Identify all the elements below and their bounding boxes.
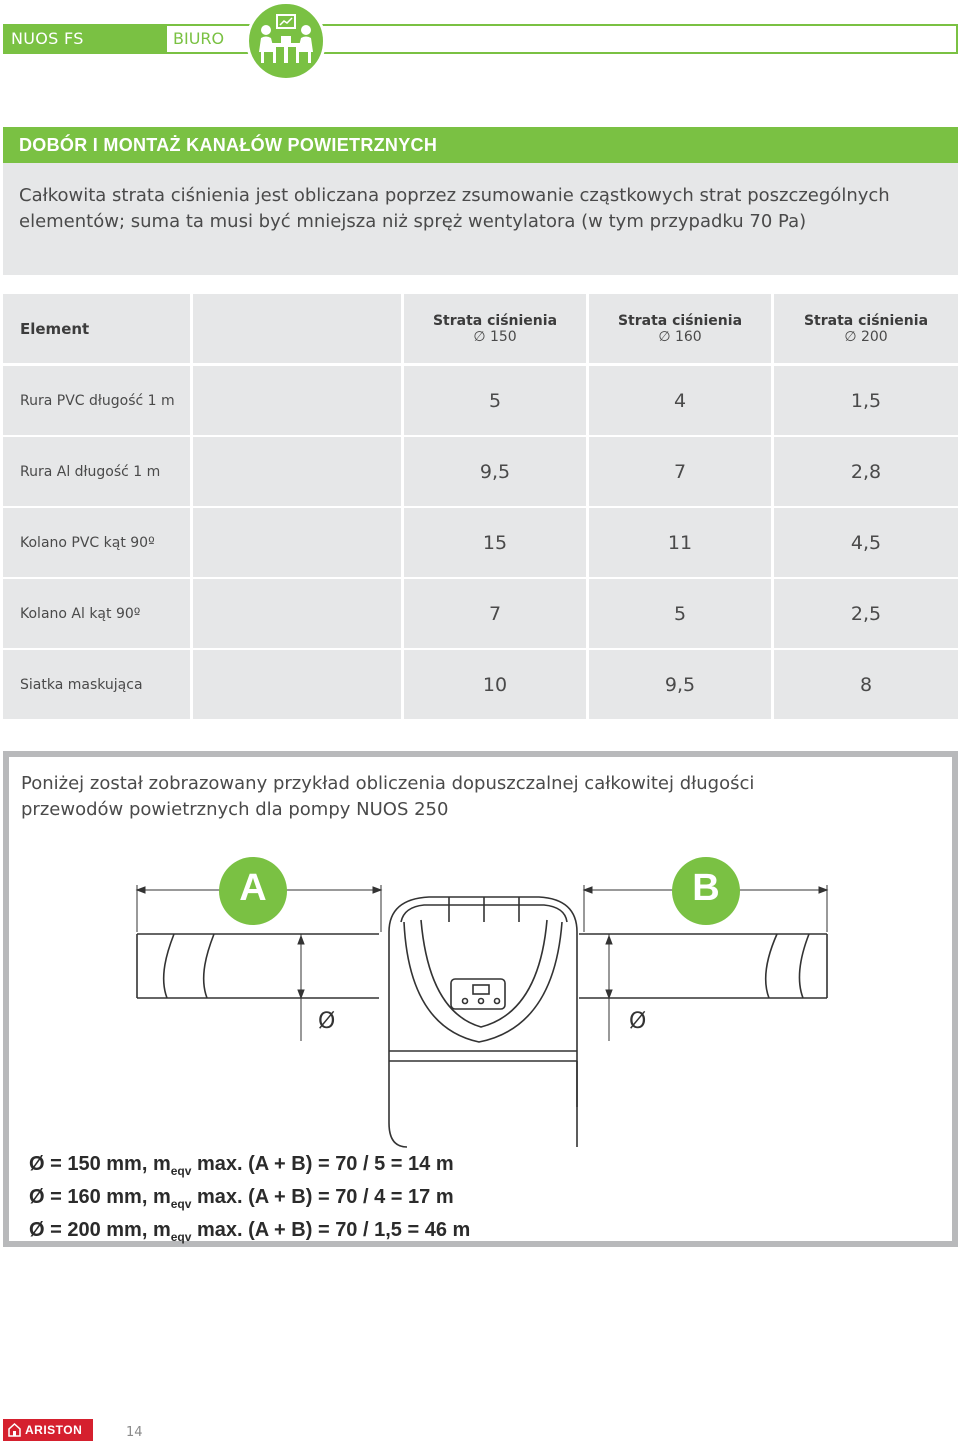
row-empty-cell — [193, 650, 401, 719]
category-tab: BIURO — [165, 24, 958, 54]
formula-sub: eqv — [170, 1230, 192, 1244]
value-text: 11 — [667, 531, 693, 554]
row-value-200 — [774, 508, 958, 577]
house-icon — [8, 1423, 21, 1437]
header-element: Element — [3, 294, 190, 363]
value-text: 7 — [673, 460, 687, 483]
header-col-200-dia: ∅ 200 — [844, 328, 888, 345]
intro-box — [3, 163, 958, 275]
row-value-160 — [589, 579, 771, 648]
row-value-150 — [404, 508, 586, 577]
example-line-1: Poniżej został zobrazowany przykład obliczenia dopuszczalnej całkowitej długości — [21, 773, 755, 794]
example-box — [3, 751, 958, 1247]
table-row — [3, 579, 958, 648]
formula-sub: eqv — [170, 1164, 192, 1178]
left-duct — [137, 934, 379, 998]
header-col-150-name: Strata ciśnienia — [432, 312, 558, 329]
row-empty-cell — [193, 508, 401, 577]
value-text: 7 — [488, 602, 502, 625]
intro-line-2: elementów; suma ta musi być mniejsza niż spręż wentylatora (w tym przypadku 70 Pa) — [19, 211, 807, 232]
formula-pre: Ø = 150 mm, m — [29, 1153, 171, 1175]
row-value-160 — [589, 366, 771, 435]
header-col-200 — [774, 294, 958, 363]
value-text: 2,5 — [850, 602, 882, 625]
formula-line — [29, 1217, 470, 1250]
header-col-160-name: Strata ciśnienia — [617, 312, 743, 329]
value-text: 9,5 — [479, 460, 511, 483]
table-header-row — [3, 294, 958, 363]
row-value-200 — [774, 579, 958, 648]
formula-post: max. (A + B) = 70 / 4 = 17 m — [191, 1186, 454, 1208]
row-empty-cell — [193, 579, 401, 648]
header-col-200-name: Strata ciśnienia — [803, 312, 929, 329]
right-duct — [579, 934, 827, 998]
formula-line — [29, 1151, 470, 1184]
row-value-200 — [774, 437, 958, 506]
table-row — [3, 366, 958, 435]
row-value-200 — [774, 366, 958, 435]
row-value-160 — [589, 650, 771, 719]
value-text: 5 — [488, 389, 502, 412]
diameter-left: Ø — [318, 1009, 336, 1034]
label-b: B — [692, 867, 720, 909]
formula-pre: Ø = 160 mm, m — [29, 1186, 171, 1208]
header-col-160-dia: ∅ 160 — [658, 328, 702, 345]
formula-post: max. (A + B) = 70 / 1,5 = 46 m — [191, 1219, 471, 1241]
row-value-160 — [589, 508, 771, 577]
value-text: 4 — [673, 389, 687, 412]
value-text: 2,8 — [850, 460, 882, 483]
header-empty-cell — [193, 294, 401, 363]
value-text: 5 — [673, 602, 687, 625]
formula-line — [29, 1184, 470, 1217]
row-label: Siatka maskująca — [3, 650, 190, 719]
table-row — [3, 437, 958, 506]
formula-post: max. (A + B) = 70 / 5 = 14 m — [191, 1153, 454, 1175]
header-col-150 — [404, 294, 586, 363]
row-label: Kolano Al kąt 90º — [3, 579, 190, 648]
formula-sub: eqv — [170, 1197, 192, 1211]
value-text: 4,5 — [850, 531, 882, 554]
label-a: A — [239, 867, 267, 909]
header-col-160 — [589, 294, 771, 363]
diameter-right: Ø — [629, 1009, 647, 1034]
section-title: DOBÓR I MONTAŻ KANAŁÓW POWIETRZNYCH — [3, 127, 958, 163]
office-icon — [246, 1, 326, 81]
intro-line-1: Całkowita strata ciśnienia jest obliczana poprzez zsumowanie cząstkowych strat poszczególnych — [19, 185, 890, 206]
row-label: Rura PVC długość 1 m — [3, 366, 190, 435]
heat-pump-unit — [389, 897, 577, 1147]
row-empty-cell — [193, 366, 401, 435]
formula-pre: Ø = 200 mm, m — [29, 1219, 171, 1241]
page-number: 14 — [126, 1425, 143, 1440]
brand-logo — [3, 1419, 93, 1441]
row-value-150 — [404, 650, 586, 719]
brand-name: ARISTON — [25, 1423, 83, 1437]
row-value-150 — [404, 437, 586, 506]
row-label: Rura Al długość 1 m — [3, 437, 190, 506]
example-line-2: przewodów powietrznych dla pompy NUOS 250 — [21, 799, 449, 820]
value-text: 8 — [859, 673, 873, 696]
row-label: Kolano PVC kąt 90º — [3, 508, 190, 577]
value-text: 15 — [482, 531, 508, 554]
formulas — [29, 1151, 470, 1250]
row-empty-cell — [193, 437, 401, 506]
product-tab: NUOS FS — [3, 24, 165, 54]
table-row — [3, 650, 958, 719]
row-value-200 — [774, 650, 958, 719]
row-value-150 — [404, 366, 586, 435]
value-text: 1,5 — [850, 389, 882, 412]
value-text: 9,5 — [664, 673, 696, 696]
row-value-150 — [404, 579, 586, 648]
header-col-150-dia: ∅ 150 — [473, 328, 517, 345]
row-value-160 — [589, 437, 771, 506]
table-row — [3, 508, 958, 577]
value-text: 10 — [482, 673, 508, 696]
